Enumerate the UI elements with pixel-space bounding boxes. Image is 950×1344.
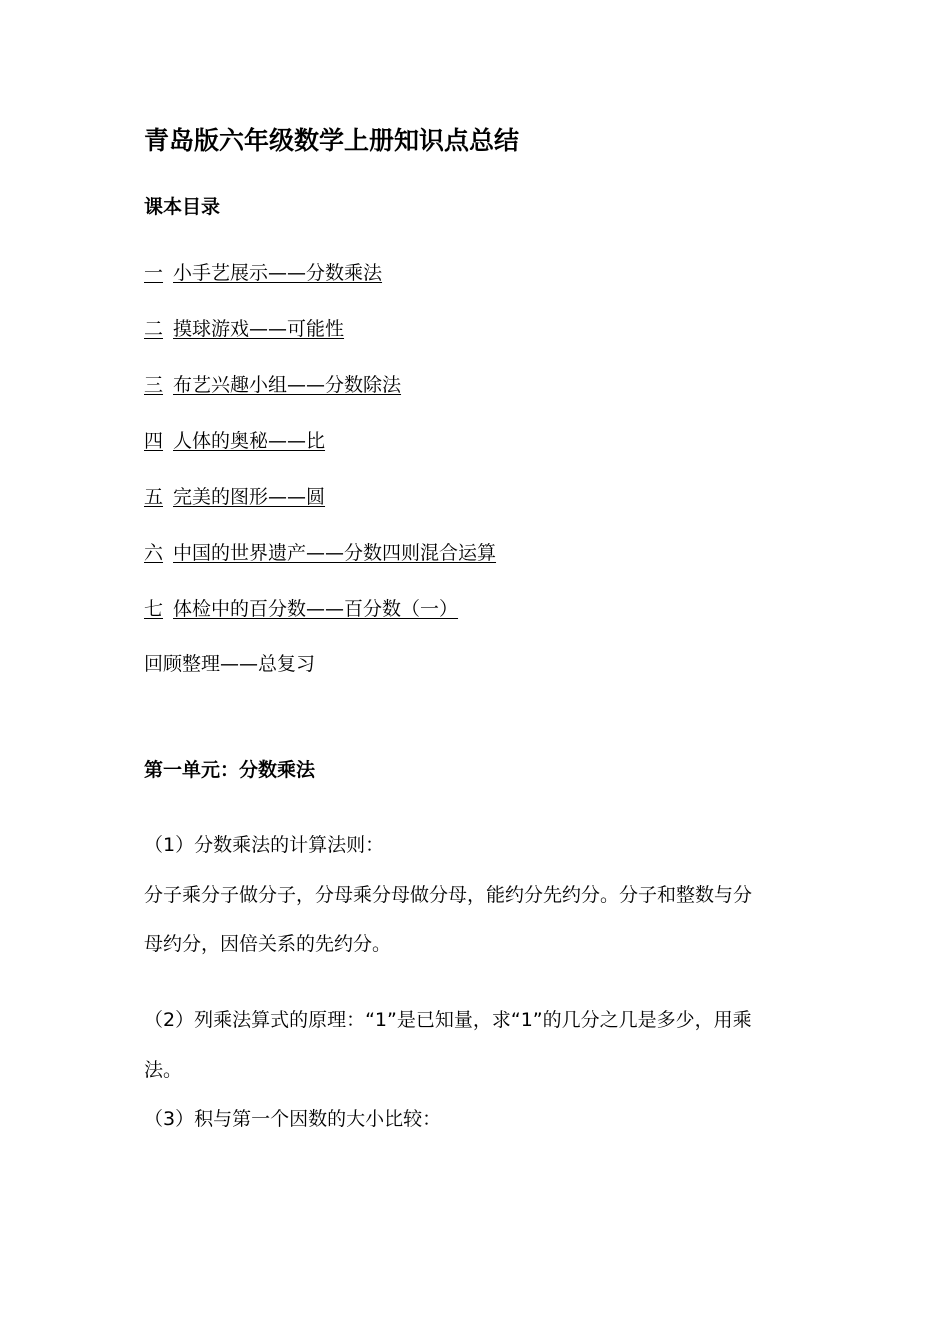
unit1-p1-line2: 母约分，因倍关系的先约分。 bbox=[144, 933, 392, 955]
toc-item-label: 人体的奥秘——比 bbox=[173, 430, 326, 452]
toc-heading: 课本目录 bbox=[144, 196, 221, 218]
toc-item-number: 三 bbox=[144, 374, 164, 396]
toc-item-4[interactable] bbox=[144, 432, 325, 451]
unit1-p2-line2: 法。 bbox=[144, 1059, 183, 1081]
toc-item-number: 六 bbox=[144, 542, 164, 564]
toc-item-number: 四 bbox=[144, 430, 164, 452]
toc-item-number: 五 bbox=[144, 486, 164, 508]
unit1-heading: 第一单元：分数乘法 bbox=[144, 759, 316, 781]
toc-item-1[interactable] bbox=[144, 264, 382, 283]
unit1-p1-line1: 分子乘分子做分子，分母乘分母做分母，能约分先约分。分子和整数与分 bbox=[144, 884, 753, 906]
toc-item-5[interactable] bbox=[144, 488, 325, 507]
toc-item-label: 完美的图形——圆 bbox=[173, 486, 326, 508]
toc-item-label: 体检中的百分数——百分数（一） bbox=[173, 598, 459, 620]
toc-item-number: 二 bbox=[144, 318, 164, 340]
toc-item-label: 摸球游戏——可能性 bbox=[173, 318, 345, 340]
toc-review: 回顾整理——总复习 bbox=[144, 653, 316, 675]
toc-item-number: 一 bbox=[144, 262, 164, 284]
toc-item-number: 七 bbox=[144, 598, 164, 620]
toc-item-6[interactable] bbox=[144, 544, 496, 563]
toc-item-2[interactable] bbox=[144, 320, 344, 339]
document-title: 青岛版六年级数学上册知识点总结 bbox=[144, 126, 520, 155]
unit1-p1-title: （1）分数乘法的计算法则： bbox=[144, 834, 385, 856]
toc-item-7[interactable] bbox=[144, 600, 458, 619]
unit1-p2-line1: （2）列乘法算式的原理：“1”是已知量，求“1”的几分之几是多少，用乘 bbox=[144, 1009, 752, 1031]
toc-item-label: 小手艺展示——分数乘法 bbox=[173, 262, 383, 284]
toc-item-label: 布艺兴趣小组——分数除法 bbox=[173, 374, 402, 396]
unit1-p3-title: （3）积与第一个因数的大小比较： bbox=[144, 1108, 442, 1130]
toc-item-label: 中国的世界遗产——分数四则混合运算 bbox=[173, 542, 497, 564]
toc-item-3[interactable] bbox=[144, 376, 401, 395]
